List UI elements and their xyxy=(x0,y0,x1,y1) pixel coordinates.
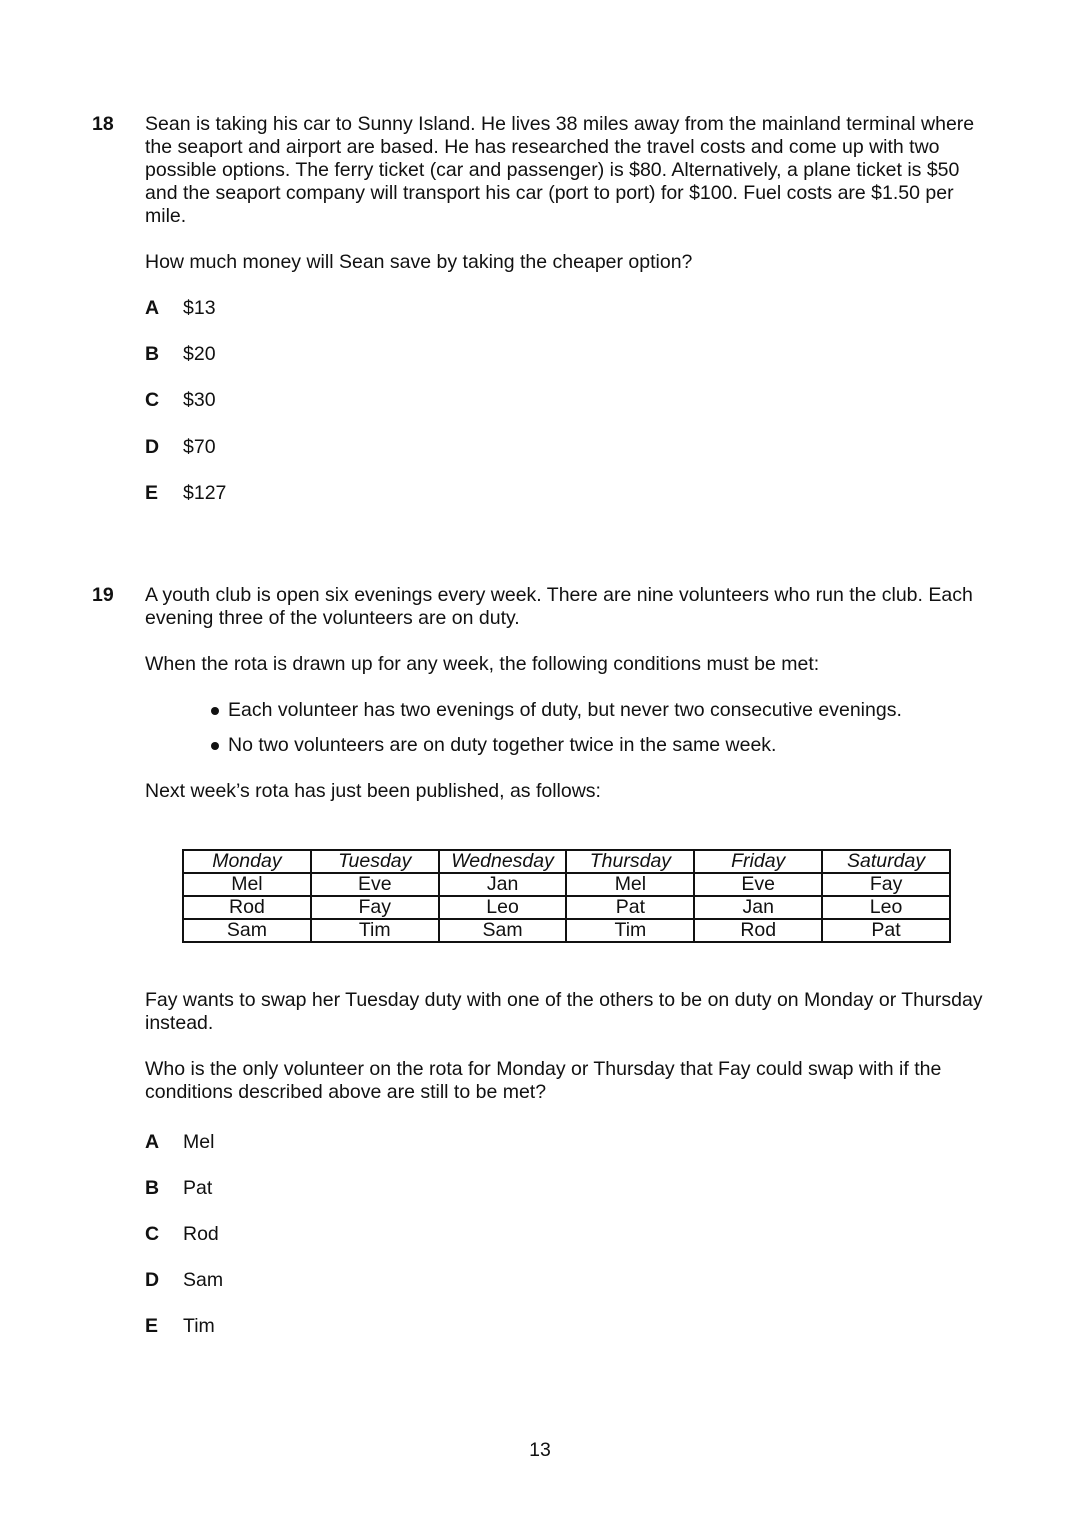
rota-cell: Eve xyxy=(694,873,822,896)
answer-options xyxy=(145,1131,995,1339)
answer-option-a[interactable] xyxy=(145,297,995,320)
option-text: $20 xyxy=(183,343,216,366)
bullet-icon xyxy=(211,742,219,750)
rota-cell: Tim xyxy=(311,919,439,942)
answer-option-c[interactable] xyxy=(145,389,995,412)
option-letter: E xyxy=(145,481,159,504)
rota-cell: Tim xyxy=(566,919,694,942)
answer-options xyxy=(145,297,995,505)
rota-cell: Mel xyxy=(183,873,311,896)
rota-header-row xyxy=(183,850,950,873)
answer-option-b[interactable] xyxy=(145,1177,995,1200)
rota-cell: Sam xyxy=(439,919,567,942)
condition-item xyxy=(207,734,995,757)
rota-cell: Sam xyxy=(183,919,311,942)
option-text: Sam xyxy=(183,1269,224,1292)
table-row xyxy=(183,896,950,919)
option-text: $127 xyxy=(183,481,227,504)
option-letter: D xyxy=(145,435,160,458)
answer-option-b[interactable] xyxy=(145,343,995,366)
option-text: Tim xyxy=(183,1315,215,1338)
option-text: Mel xyxy=(183,1130,215,1153)
answer-option-e[interactable] xyxy=(145,482,995,505)
table-row xyxy=(183,919,950,942)
option-letter: C xyxy=(145,1222,160,1245)
option-letter: B xyxy=(145,343,160,366)
option-letter: A xyxy=(145,297,160,319)
rota-header-wednesday: Wednesday xyxy=(439,850,567,873)
swap-text: Fay wants to swap her Tuesday duty with one of the others to be on duty on Monday or Thursday instead. xyxy=(145,988,983,1034)
answer-option-d[interactable] xyxy=(145,1269,995,1292)
question-body xyxy=(145,584,995,1361)
rota-cell: Fay xyxy=(311,896,439,919)
option-letter: E xyxy=(145,1315,159,1338)
rota-header-monday: Monday xyxy=(183,850,311,873)
page-number: 13 xyxy=(529,1439,551,1461)
rota-cell: Rod xyxy=(183,896,311,919)
option-text: $13 xyxy=(183,297,216,319)
question-body xyxy=(145,113,995,528)
rota-cell: Jan xyxy=(439,873,567,896)
rota-cell: Mel xyxy=(566,873,694,896)
condition-item xyxy=(207,699,995,722)
rota-cell: Rod xyxy=(694,919,822,942)
rota-cell: Pat xyxy=(822,919,950,942)
option-text: $70 xyxy=(183,435,216,458)
rota-cell: Fay xyxy=(822,873,950,896)
option-text: Pat xyxy=(183,1176,213,1199)
question-passage: Sean is taking his car to Sunny Island. He lives 38 miles away from the mainland terminal where the seaport and airport are based. He has researched the travel costs and come up with two possible options. The ferry ticket (car and passenger) is $80. Alternatively, a plane ticket is $50 and the seaport company will transport his car (port to port) for $100. Fuel costs are $1.50 per mile. xyxy=(145,113,975,227)
conditions-list xyxy=(207,699,995,757)
bullet-icon xyxy=(211,707,219,715)
rota-cell: Pat xyxy=(566,896,694,919)
rota-header-tuesday: Tuesday xyxy=(311,850,439,873)
table-row xyxy=(183,873,950,896)
rota-cell: Leo xyxy=(439,896,567,919)
condition-text: Each volunteer has two evenings of duty, but never two consecutive evenings. xyxy=(228,699,902,721)
rota-table xyxy=(182,849,951,943)
conditions-intro: When the rota is drawn up for any week, the following conditions must be met: xyxy=(145,653,820,675)
rota-header-saturday: Saturday xyxy=(822,850,950,873)
option-letter: C xyxy=(145,389,160,412)
answer-option-e[interactable] xyxy=(145,1315,995,1338)
question-number: 18 xyxy=(92,113,114,135)
rota-cell: Jan xyxy=(694,896,822,919)
option-letter: B xyxy=(145,1176,160,1199)
option-letter: A xyxy=(145,1130,160,1153)
option-letter: D xyxy=(145,1269,160,1292)
rota-header-thursday: Thursday xyxy=(566,850,694,873)
question-prompt: Who is the only volunteer on the rota for Monday or Thursday that Fay could swap with if the conditions described above are still to be met? xyxy=(145,1057,942,1103)
condition-text: No two volunteers are on duty together twice in the same week. xyxy=(228,733,777,756)
rota-cell: Eve xyxy=(311,873,439,896)
answer-option-d[interactable] xyxy=(145,436,995,459)
question-intro: A youth club is open six evenings every week. There are nine volunteers who run the club. Each evening three of the volunteers are on duty. xyxy=(145,584,973,629)
option-text: Rod xyxy=(183,1222,219,1245)
option-text: $30 xyxy=(183,389,216,412)
answer-option-a[interactable] xyxy=(145,1131,995,1154)
answer-option-c[interactable] xyxy=(145,1223,995,1246)
rota-cell: Leo xyxy=(822,896,950,919)
question-prompt: How much money will Sean save by taking the cheaper option? xyxy=(145,251,693,273)
question-number: 19 xyxy=(92,584,114,606)
rota-intro: Next week’s rota has just been published, as follows: xyxy=(145,779,601,802)
rota-header-friday: Friday xyxy=(694,850,822,873)
